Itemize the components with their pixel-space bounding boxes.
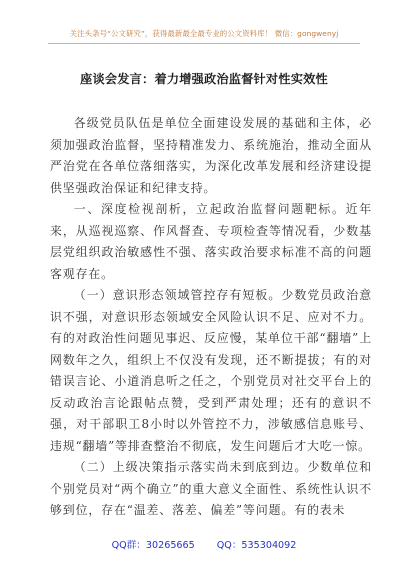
paragraph: （二）上级决策指示落实尚未到底到边。少数单位和个别党员对“两个确立”的重大意义全面性、系统性认识不够到位，存在“温差、落差、偏差”等问题。有的表未 xyxy=(50,460,372,517)
header-divider xyxy=(48,43,360,44)
footer-qq: QQ：535304092 xyxy=(216,540,297,551)
paragraph: （一）意识形态领域管控存有短板。少数党员政治意识不强，对意识形态领域安全风险认识不足、应对不力。有的对政治性问题见事迟、反应慢，某单位干部“翻墙”上网数年之久，组织上不仅没有发现，还不断提拔；有的对错误言论、小道消息听之任之，个别党员对社交平台上的反动政治言论跟帖点赞，受到严肃处理；还有的意识不强，对干部职工8小时以外管控不力，涉敏感信息账号、违规“翻墙”等排查整治不彻底，发生问题后才大吃一惊。 xyxy=(50,288,372,453)
footer-qq-group: QQ群：30265665 xyxy=(111,540,195,551)
header-note xyxy=(0,28,408,39)
paragraph: 一、深度检视剖析，立起政治监督问题靶标。近年来，从巡视巡察、作风督查、专项检查等情况看，少数基层党组织政治敏感性不强、落实政治要求标准不高的问题客观存在。 xyxy=(50,202,372,281)
document-body xyxy=(50,113,372,522)
document-title: 座谈会发言：着力增强政治监督针对性实效性 xyxy=(80,72,328,86)
header-note-text: 关注头条号“公文研究”，获得最新最全最专业的公文资料库！ 微信：gongwenyj xyxy=(69,29,339,38)
footer-contact xyxy=(0,537,408,551)
paragraph: 各级党员队伍是单位全面建设发展的基础和主体，必须加强政治监督，坚持精准发力、系统施治，推动全面从严治党在各单位落细落实，为深化改革发展和经济建设提供坚强政治保证和纪律支持。 xyxy=(50,116,372,195)
